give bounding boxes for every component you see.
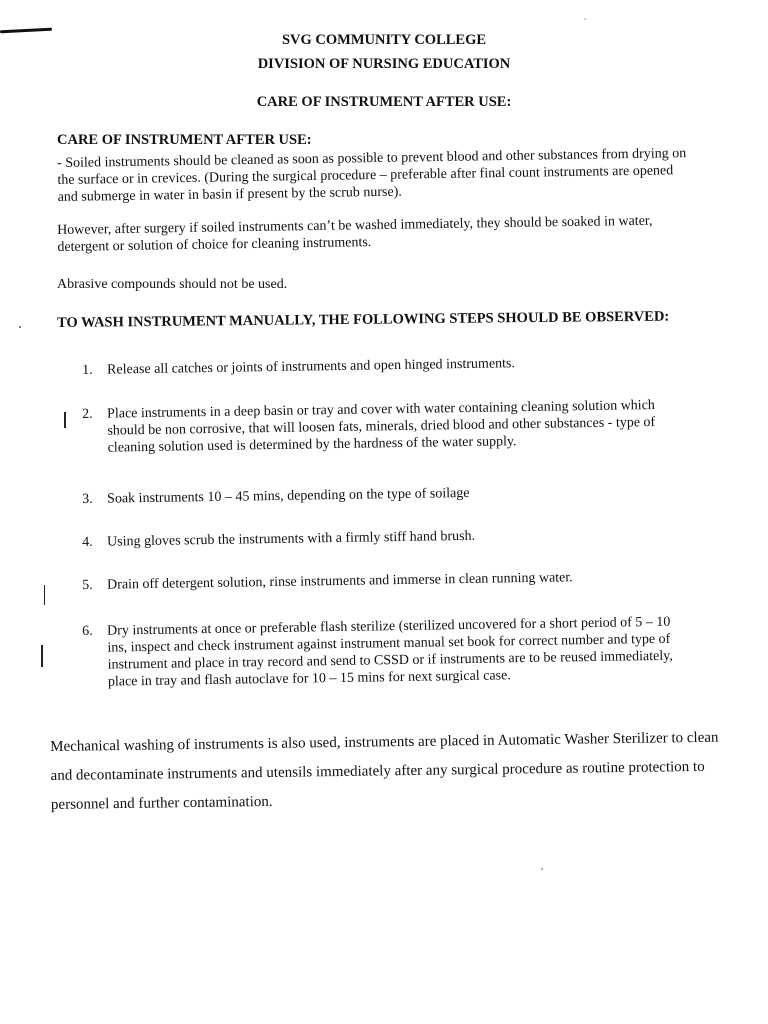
step-item — [82, 397, 683, 457]
step-text: Release all catches or joints of instruments and open hinged instruments. — [107, 356, 516, 378]
care-paragraph: Abrasive compounds should not be used. — [57, 277, 288, 292]
step-text: Place instruments in a deep basin or tray and cover with water containing cleaning solution which should be non corrosive, that will loosen fats, minerals, dried blood and other substances - type of cleaning solution used is determined by the hardness of the water supply. — [107, 398, 656, 456]
scan-speck — [541, 868, 543, 870]
step-number: 2. — [82, 406, 93, 422]
document-title: CARE OF INSTRUMENT AFTER USE: — [256, 94, 512, 110]
scan-speck — [584, 18, 586, 20]
care-paragraph: - Soiled instruments should be cleaned as soon as possible to prevent blood and other substances from drying on the surface or in crevices. (During the surgical procedure – preferable after final count instruments are opened and submerge in water in basin if present by the scrub nurse). — [57, 146, 687, 205]
step-number: 1. — [82, 362, 93, 378]
step-number: 5. — [82, 577, 93, 593]
step-number: 4. — [82, 534, 93, 550]
scan-speck — [19, 326, 21, 328]
step-item — [82, 568, 682, 594]
step-number: 3. — [82, 491, 93, 507]
step-text: Drain off detergent solution, rinse instruments and immerse in clean running water. — [107, 570, 573, 593]
margin-mark — [64, 412, 66, 428]
wash-section-heading: TO WASH INSTRUMENT MANUALLY, THE FOLLOWING STEPS SHOULD BE OBSERVED: — [57, 308, 670, 331]
step-item — [82, 525, 682, 551]
step-item — [82, 482, 682, 508]
step-item — [82, 353, 682, 379]
mechanical-washing-paragraph: Mechanical washing of instruments is also used, instruments are placed in Automatic Washer Sterilizer to clean and decontaminate instruments and utensils immediately after any surgical procedure as routine protection to personnel and further contamination. — [50, 729, 719, 813]
step-item — [82, 614, 683, 691]
step-text: Dry instruments at once or preferable flash sterilize (sterilized uncovered for a short period of 5 – 10 ins, inspect and check instrument against instrument manual set book for correct number and type of instrument and place in tray record and send to CSSD or if instruments are to be reused immediately, place in tray and flash autoclave for 10 – 15 mins for next surgical case. — [107, 614, 673, 690]
care-section-heading: CARE OF INSTRUMENT AFTER USE: — [57, 132, 312, 148]
margin-mark — [41, 645, 43, 667]
step-text: Soak instruments 10 – 45 mins, depending on the type of soilage — [107, 485, 470, 507]
step-text: Using gloves scrub the instruments with a firmly stiff hand brush. — [107, 528, 476, 550]
margin-mark — [44, 585, 45, 605]
division-name: DIVISION OF NURSING EDUCATION — [257, 56, 511, 72]
step-number: 6. — [82, 623, 93, 639]
college-name: SVG COMMUNITY COLLEGE — [281, 32, 487, 48]
care-paragraph: However, after surgery if soiled instruments can’t be washed immediately, they should be soaked in water, detergent or solution of choice for cleaning instruments. — [57, 213, 653, 255]
